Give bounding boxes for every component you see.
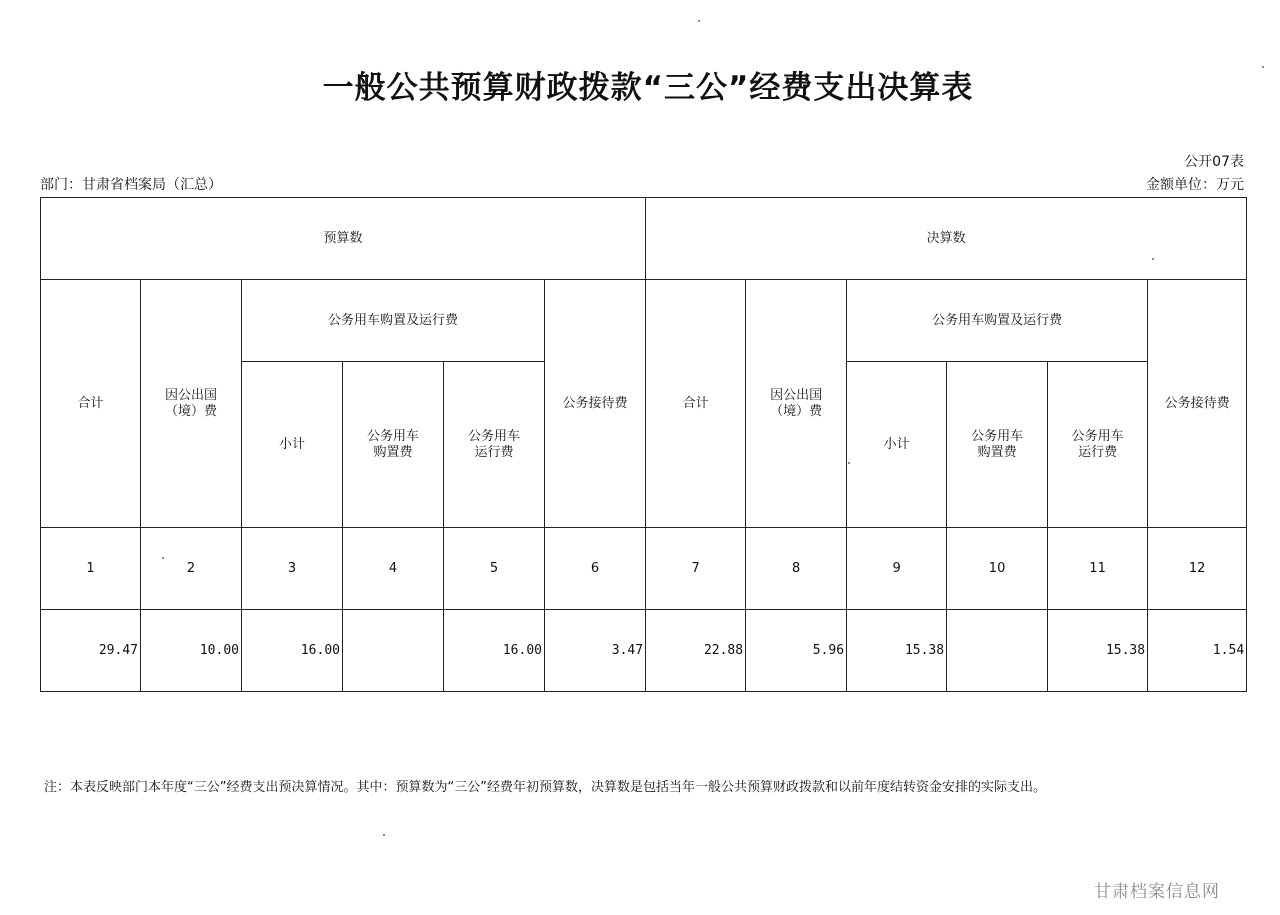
page-title: 一般公共预算财政拨款“三公”经费支出决算表 xyxy=(322,70,974,106)
budget-abroad-header-line1: 因公出国 xyxy=(164,387,217,403)
footnote: 注：本表反映部门本年度“三公”经费支出预决算情况。其中：预算数为“三公”经费年初预算数，决算数是包括当年一般公共预算财政拨款和以前年度结转资金安排的实际支出。 xyxy=(44,780,1046,795)
scan-speck xyxy=(698,20,700,22)
three-public-expense-table xyxy=(40,197,1247,692)
budget-reception-header: 公务接待费 xyxy=(545,280,646,528)
final-vehicle-purchase-line2: 购置费 xyxy=(977,444,1017,460)
budget-abroad-header xyxy=(141,280,242,528)
scan-speck xyxy=(383,834,385,836)
final-vehicle-operation-line1: 公务用车 xyxy=(1071,428,1124,444)
form-number: 公开07表 xyxy=(1184,154,1244,170)
final-abroad-value: 5.96 xyxy=(746,610,847,692)
budget-vehicle-operation-value: 16.00 xyxy=(444,610,545,692)
final-total-value: 22.88 xyxy=(646,610,746,692)
final-abroad-header xyxy=(746,280,847,528)
budget-vehicle-purchase-line2: 购置费 xyxy=(373,444,413,460)
scan-speck xyxy=(1262,66,1264,68)
final-vehicle-operation-line2: 运行费 xyxy=(1078,444,1118,460)
budget-vehicle-purchase-line1: 公务用车 xyxy=(366,428,419,444)
budget-vehicle-purchase-value xyxy=(343,610,444,692)
column-number: 8 xyxy=(746,528,847,610)
final-reception-header: 公务接待费 xyxy=(1148,280,1247,528)
column-number: 6 xyxy=(545,528,646,610)
budget-subtotal-header: 小计 xyxy=(242,362,343,528)
header-row-columns xyxy=(41,280,1247,362)
budget-group-header: 预算数 xyxy=(41,198,646,280)
final-vehicle-subtotal-value: 15.38 xyxy=(847,610,947,692)
scan-speck xyxy=(848,462,850,464)
final-vehicle-group-header: 公务用车购置及运行费 xyxy=(847,280,1148,362)
budget-vehicle-group-header: 公务用车购置及运行费 xyxy=(242,280,545,362)
department-label: 部门：甘肃省档案局（汇总） xyxy=(40,177,222,193)
column-number: 12 xyxy=(1148,528,1247,610)
budget-vehicle-purchase-header xyxy=(343,362,444,528)
final-vehicle-purchase-value xyxy=(947,610,1048,692)
site-watermark: 甘肃档案信息网 xyxy=(1094,882,1220,902)
scan-speck xyxy=(1152,258,1154,260)
header-row-groups xyxy=(41,198,1247,280)
final-group-header: 决算数 xyxy=(646,198,1247,280)
budget-vehicle-operation-header xyxy=(444,362,545,528)
budget-total-header: 合计 xyxy=(41,280,141,528)
scan-speck xyxy=(162,557,164,559)
budget-abroad-header-line2: （境）费 xyxy=(164,403,217,419)
column-number: 2 xyxy=(141,528,242,610)
budget-vehicle-operation-line2: 运行费 xyxy=(474,444,514,460)
column-number: 9 xyxy=(847,528,947,610)
column-number: 3 xyxy=(242,528,343,610)
final-abroad-header-line1: 因公出国 xyxy=(770,387,823,403)
final-abroad-header-line2: （境）费 xyxy=(770,403,823,419)
final-vehicle-purchase-line1: 公务用车 xyxy=(971,428,1024,444)
budget-vehicle-operation-line1: 公务用车 xyxy=(467,428,520,444)
column-number: 4 xyxy=(343,528,444,610)
column-number: 7 xyxy=(646,528,746,610)
final-vehicle-operation-value: 15.38 xyxy=(1048,610,1148,692)
final-vehicle-purchase-header xyxy=(947,362,1048,528)
column-number-row xyxy=(41,528,1247,610)
budget-total-value: 29.47 xyxy=(41,610,141,692)
column-number: 5 xyxy=(444,528,545,610)
budget-abroad-value: 10.00 xyxy=(141,610,242,692)
column-number: 11 xyxy=(1048,528,1148,610)
final-vehicle-operation-header xyxy=(1048,362,1148,528)
values-row xyxy=(41,610,1247,692)
budget-vehicle-subtotal-value: 16.00 xyxy=(242,610,343,692)
final-reception-value: 1.54 xyxy=(1148,610,1247,692)
column-number: 10 xyxy=(947,528,1048,610)
budget-reception-value: 3.47 xyxy=(545,610,646,692)
final-subtotal-header: 小计 xyxy=(847,362,947,528)
column-number: 1 xyxy=(41,528,141,610)
amount-unit-label: 金额单位：万元 xyxy=(1146,177,1244,193)
final-total-header: 合计 xyxy=(646,280,746,528)
